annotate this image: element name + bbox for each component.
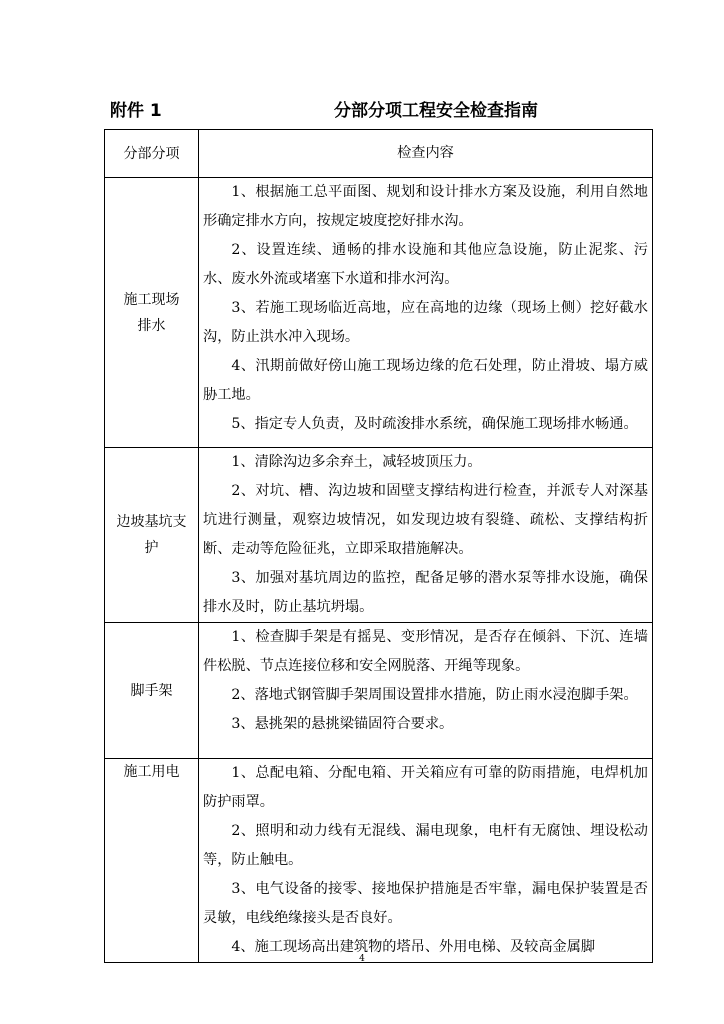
header-content-text: 检查内容 — [397, 145, 454, 161]
page-number: 4 — [359, 954, 365, 964]
check-item: 1、根据施工总平面图、规划和设计排水方案及设施，利用自然地形确定排水方向，按规定坡度挖好排水沟。 — [203, 184, 648, 229]
document-title: 分部分项工程安全检查指南 — [334, 101, 538, 121]
header-content — [199, 130, 653, 178]
row-category: 脚手架 — [130, 682, 173, 699]
table-row — [105, 623, 653, 759]
table-row — [105, 448, 653, 623]
attachment-label: 附件 1 — [110, 101, 162, 121]
row-content-cell — [199, 448, 653, 623]
check-item: 2、照明和动力线有无混线、漏电现象，电杆有无腐蚀、埋设松动等，防止触电。 — [203, 823, 648, 868]
check-item: 3、若施工现场临近高地，应在高地的边缘（现场上侧）挖好截水沟，防止洪水冲入现场。 — [203, 300, 648, 345]
row-category-cell — [105, 623, 199, 759]
table-row — [105, 178, 653, 448]
header-category — [105, 130, 199, 178]
check-item: 3、加强对基坑周边的监控，配备足够的潜水泵等排水设施，确保排水及时，防止基坑坍塌。 — [203, 570, 648, 615]
check-item: 2、对坑、槽、沟边坡和固壁支撑结构进行检查，并派专人对深基坑进行测量，观察边坡情况，如发现边坡有裂缝、疏松、支撑结构折断、走动等危险征兆，立即采取措施解决。 — [203, 483, 648, 557]
row-category-cell — [105, 759, 199, 963]
row-category-cell — [105, 448, 199, 623]
table-row — [105, 759, 653, 963]
check-item: 4、汛期前做好傍山施工现场边缘的危石处理，防止滑坡、塌方威胁工地。 — [203, 358, 648, 403]
row-category-cell — [105, 178, 199, 448]
check-item: 1、检查脚手架是有摇晃、变形情况，是否存在倾斜、下沉、连墙件松脱、节点连接位移和安全网脱落、开绳等现象。 — [203, 629, 648, 674]
check-item: 1、清除沟边多余弃土，减轻坡顶压力。 — [231, 454, 482, 470]
check-item: 3、电气设备的接零、接地保护措施是否牢靠，漏电保护装置是否灵敏，电线绝缘接头是否良好。 — [203, 881, 648, 926]
header-category-text: 分部分项 — [123, 145, 180, 162]
row-content-cell — [199, 759, 653, 963]
check-item: 2、设置连续、通畅的排水设施和其他应急设施，防止泥浆、污水、废水外流或堵塞下水道和排水河沟。 — [203, 242, 648, 287]
row-category: 施工现场排水 — [123, 291, 180, 334]
row-category: 边坡基坑支护 — [116, 514, 187, 556]
check-item: 4、施工现场高出建筑物的塔吊、外用电梯、及较高金属脚 — [231, 939, 596, 955]
check-item: 1、总配电箱、分配电箱、开关箱应有可靠的防雨措施，电焊机加防护雨罩。 — [203, 765, 648, 810]
row-content-cell — [199, 178, 653, 448]
check-item: 5、指定专人负责，及时疏浚排水系统，确保施工现场排水畅通。 — [231, 416, 638, 432]
check-item: 2、落地式钢管脚手架周围设置排水措施，防止雨水浸泡脚手架。 — [231, 687, 638, 703]
table-header-row — [105, 130, 653, 178]
row-content-cell — [199, 623, 653, 759]
check-item: 3、悬挑架的悬挑梁锚固符合要求。 — [231, 716, 454, 732]
inspection-table — [104, 129, 653, 963]
row-category: 施工用电 — [123, 764, 180, 780]
